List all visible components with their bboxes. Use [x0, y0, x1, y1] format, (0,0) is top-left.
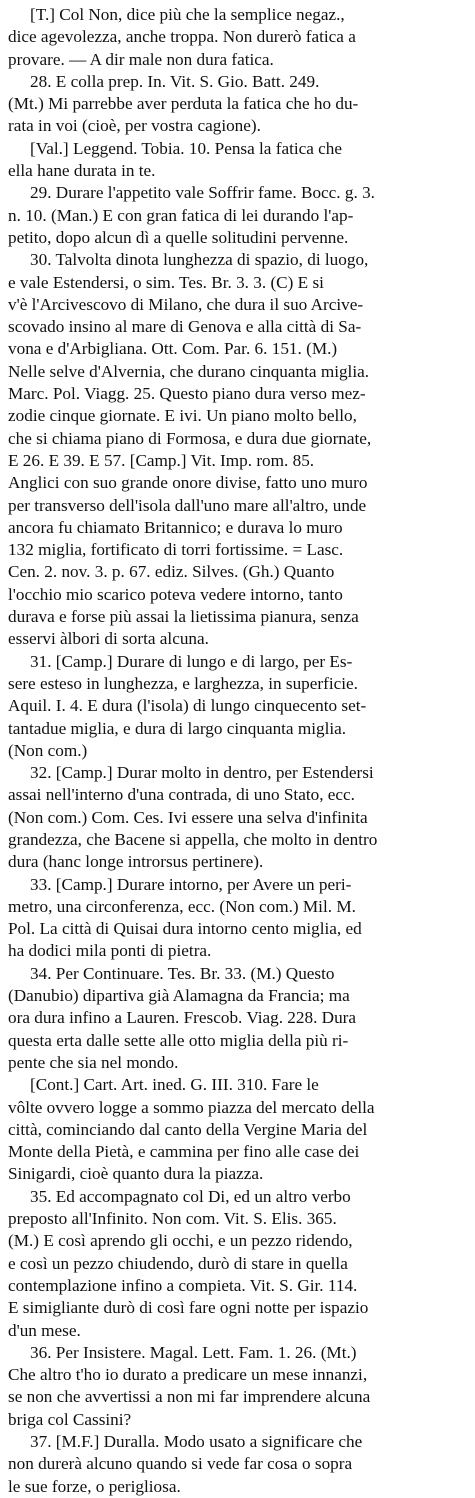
- entry-line: 132 miglia, fortificato di torri fortissime. = Lasc.: [8, 540, 344, 560]
- entry-line: 30. Talvolta dinota lunghezza di spazio, di luogo,: [30, 250, 369, 270]
- dictionary-entry: [8, 963, 467, 1074]
- entry-line: Anglici con suo grande onore divise, fatto uno muro: [8, 473, 368, 493]
- entry-line: [Cont.] Cart. Art. ined. G. III. 310. Fare le: [30, 1075, 319, 1095]
- entry-line: Monte della Pietà, e cammina per fino alle case dei: [8, 1142, 360, 1162]
- entry-line: [Val.] Leggend. Tobia. 10. Pensa la fatica che: [30, 138, 343, 158]
- entry-line: e vale Estendersi, o sim. Tes. Br. 3. 3. (C) E si: [8, 272, 324, 292]
- dictionary-entry: [8, 874, 467, 963]
- entry-line: e così un pezzo chiudendo, durò di stare in quella: [8, 1253, 348, 1273]
- entry-line: zodie cinque giornate. E ivi. Un piano molto bello,: [8, 406, 357, 426]
- entry-line: Cen. 2. nov. 3. p. 67. ediz. Silves. (Gh.) Quanto: [8, 562, 335, 582]
- dictionary-entry: [8, 1431, 467, 1498]
- entry-line: contemplazione infino a compieta. Vit. S. Gir. 114.: [8, 1275, 358, 1295]
- entry-line: ha dodici mila ponti di pietra.: [8, 941, 212, 961]
- entry-line: assai nell'interno d'una contrada, di uno Stato, ecc.: [8, 785, 355, 805]
- entry-line: durava e forse più assai la lietissima pianura, senza: [8, 607, 359, 627]
- entry-line: ella hane durata in te.: [8, 161, 156, 181]
- dictionary-entry: [8, 762, 467, 873]
- entry-line: che si chiama piano di Formosa, e dura due giornate,: [8, 428, 372, 448]
- dictionary-entry: [8, 1186, 467, 1342]
- dictionary-entry: [8, 71, 467, 138]
- entry-line: Aquil. I. 4. E dura (l'isola) di lungo cinquecento set-: [8, 696, 367, 716]
- entry-line: dura (hanc longe introrsus pertinere).: [8, 852, 264, 872]
- entry-line: preposto all'Infinito. Non com. Vit. S. Elis. 365.: [8, 1209, 337, 1229]
- entry-line: 37. [M.F.] Duralla. Modo usato a significare che: [30, 1432, 363, 1451]
- entry-line: (M.) E così aprendo gli occhi, e un pezzo ridendo,: [8, 1231, 353, 1251]
- entry-line: scovado insino al mare di Genova e alla città di Sa-: [8, 317, 362, 337]
- entry-line: vôlte ovvero logge a sommo piazza del mercato della: [8, 1097, 375, 1117]
- entry-line: questa erta dalle sette alle otto miglia della più ri-: [8, 1030, 349, 1050]
- entry-line: (Mt.) Mi parrebbe aver perduta la fatica che ho du-: [8, 94, 359, 114]
- entry-line: Marc. Pol. Viagg. 25. Questo piano dura verso mez-: [8, 384, 366, 404]
- entry-line: E simigliante durò di così fare ogni notte per ispazio: [8, 1298, 369, 1318]
- dictionary-entry: [8, 4, 467, 71]
- entry-line: 36. Per Insistere. Magal. Lett. Fam. 1. 26. (Mt.): [30, 1342, 357, 1362]
- dictionary-entry: [8, 1342, 467, 1431]
- entry-line: (Danubio) dipartiva già Alamagna da Francia; ma: [8, 986, 350, 1006]
- entry-line: vona e d'Arbigliana. Ott. Com. Par. 6. 151. (M.): [8, 339, 338, 359]
- entry-line: Pol. La città di Quisai dura intorno cento miglia, ed: [8, 919, 362, 939]
- entry-line: Nelle selve d'Alvernia, che durano cinquanta miglia.: [8, 361, 370, 381]
- dictionary-entry: [8, 182, 467, 249]
- entry-line: 32. [Camp.] Durar molto in dentro, per Estendersi: [30, 763, 374, 783]
- entry-line: per transverso dell'isola dall'uno mare all'altro, unde: [8, 495, 367, 515]
- entry-line: metro, una circonferenza, ecc. (Non com.) Mil. M.: [8, 896, 356, 916]
- entry-line: 35. Ed accompagnato col Di, ed un altro verbo: [30, 1186, 351, 1206]
- entry-line: petito, dopo alcun dì a quelle solitudini pervenne.: [8, 227, 349, 247]
- entry-line: E 26. E 39. E 57. [Camp.] Vit. Imp. rom. 85.: [8, 450, 315, 470]
- entry-line: non durerà alcuno quando si vede far cosa o sopra: [8, 1454, 353, 1474]
- entry-line: v'è l'Arcivescovo di Milano, che dura il suo Arcive-: [8, 294, 364, 314]
- entry-line: esservi àlbori di sorta alcuna.: [8, 629, 209, 649]
- entry-line: 28. E colla prep. In. Vit. S. Gio. Batt. 249.: [30, 71, 320, 91]
- entry-line: rata in voi (cioè, per vostra cagione).: [8, 116, 261, 136]
- entry-line: briga col Cassini?: [8, 1409, 132, 1429]
- entry-line: tantadue miglia, e dura di largo cinquanta miglia.: [8, 718, 347, 738]
- entry-line: città, cominciando dal canto della Vergine Maria del: [8, 1119, 368, 1139]
- entry-line: ora dura infino a Lauren. Frescob. Viag. 228. Dura: [8, 1008, 357, 1028]
- dictionary-entry: [8, 249, 467, 650]
- entry-line: l'occhio mio scarico poteva vedere intorno, tanto: [8, 584, 343, 604]
- entry-line: dice agevolezza, anche troppa. Non durerò fatica a: [8, 27, 356, 47]
- dictionary-entry: [8, 1074, 467, 1185]
- entry-line: 29. Durare l'appetito vale Soffrir fame. Bocc. g. 3.: [30, 183, 375, 203]
- entry-line: d'un mese.: [8, 1320, 81, 1340]
- entry-line: grandezza, che Bacene si appella, che molto in dentro: [8, 829, 378, 849]
- entry-line: (Non com.): [8, 740, 88, 760]
- entry-line: 33. [Camp.] Durare intorno, per Avere un peri-: [30, 874, 352, 894]
- entry-line: 31. [Camp.] Durare di lungo e di largo, per Es-: [30, 651, 353, 671]
- entry-line: le sue forze, o perigliosa.: [8, 1476, 181, 1496]
- entry-line: sere esteso in lunghezza, e larghezza, in superficie.: [8, 673, 358, 693]
- entry-line: pente che sia nel mondo.: [8, 1052, 179, 1072]
- entry-line: n. 10. (Man.) E con gran fatica di lei durando l'ap-: [8, 205, 354, 225]
- entry-line: provare. — A dir male non dura fatica.: [8, 49, 274, 69]
- entry-line: [T.] Col Non, dice più che la semplice negaz.,: [30, 5, 345, 24]
- entry-line: Che altro t'ho io durato a predicare un mese innanzi,: [8, 1365, 368, 1385]
- entry-line: ancora fu chiamato Britannico; e durava lo muro: [8, 517, 343, 537]
- entry-line: Sinigardi, cioè quanto dura la piazza.: [8, 1164, 264, 1184]
- dictionary-column: [8, 4, 467, 1498]
- entry-line: 34. Per Continuare. Tes. Br. 33. (M.) Questo: [30, 963, 335, 983]
- entry-line: (Non com.) Com. Ces. Ivi essere una selva d'infinita: [8, 807, 368, 827]
- entry-line: se non che avvertissi a non mi far imprendere alcuna: [8, 1387, 371, 1407]
- dictionary-entry: [8, 138, 467, 183]
- dictionary-entry: [8, 651, 467, 762]
